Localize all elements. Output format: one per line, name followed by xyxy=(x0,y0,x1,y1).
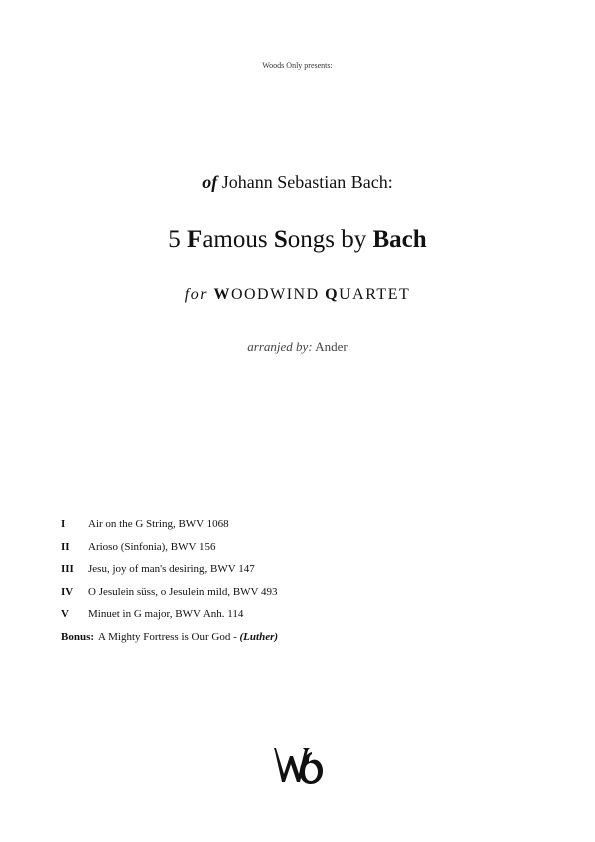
song-list xyxy=(61,518,541,643)
song-number: IV xyxy=(61,585,74,598)
composer-line xyxy=(0,172,595,193)
wo-monogram-logo-icon xyxy=(272,742,324,788)
song-list-item xyxy=(61,608,541,631)
bonus-title: A Mighty Fortress is Our God - xyxy=(98,630,237,643)
composer-of: of xyxy=(202,172,218,192)
subtitle-initial-q: Q xyxy=(325,286,340,303)
page-title xyxy=(0,226,595,254)
song-number: I xyxy=(61,518,66,530)
arranger-label: arranjed by: xyxy=(247,339,313,354)
song-list-item xyxy=(61,518,541,541)
song-title: Jesu, joy of man's desiring, BWV 147 xyxy=(88,563,255,575)
instrumentation-line xyxy=(0,286,595,304)
title-initial-s: S xyxy=(273,226,288,253)
subtitle-initial-w: W xyxy=(213,286,231,303)
song-title: Minuet in G major, BWV Anh. 114 xyxy=(88,608,244,620)
song-number: III xyxy=(61,563,74,575)
bonus-label: Bonus: xyxy=(61,630,95,643)
song-title: Arioso (Sinfonia), BWV 156 xyxy=(88,540,216,553)
song-title: Air on the G String, BWV 1068 xyxy=(88,518,229,530)
song-list-item xyxy=(61,586,541,609)
subtitle-for: for xyxy=(184,286,208,303)
subtitle-part: UARTET xyxy=(339,286,411,303)
song-list-item xyxy=(61,563,541,586)
title-part: ongs by xyxy=(287,226,373,253)
arranger-line xyxy=(0,339,595,355)
logo-svg xyxy=(272,742,324,788)
publisher-presents: Woods Only presents: xyxy=(262,61,333,70)
song-number: II xyxy=(61,540,70,553)
title-part: amous xyxy=(202,226,274,253)
bonus-item xyxy=(61,631,541,643)
song-list-item xyxy=(61,541,541,564)
title-part: 5 xyxy=(168,226,188,253)
bonus-author: (Luther) xyxy=(239,630,279,643)
title-composer: Bach xyxy=(372,226,427,253)
song-title: O Jesulein süss, o Jesulein mild, BWV 493 xyxy=(88,585,278,598)
subtitle-part: OODWIND xyxy=(230,286,326,303)
arranger-name: Ander xyxy=(315,339,348,354)
title-initial-f: F xyxy=(187,226,203,253)
song-number: V xyxy=(61,608,69,620)
composer-name: Johann Sebastian Bach: xyxy=(221,172,393,192)
